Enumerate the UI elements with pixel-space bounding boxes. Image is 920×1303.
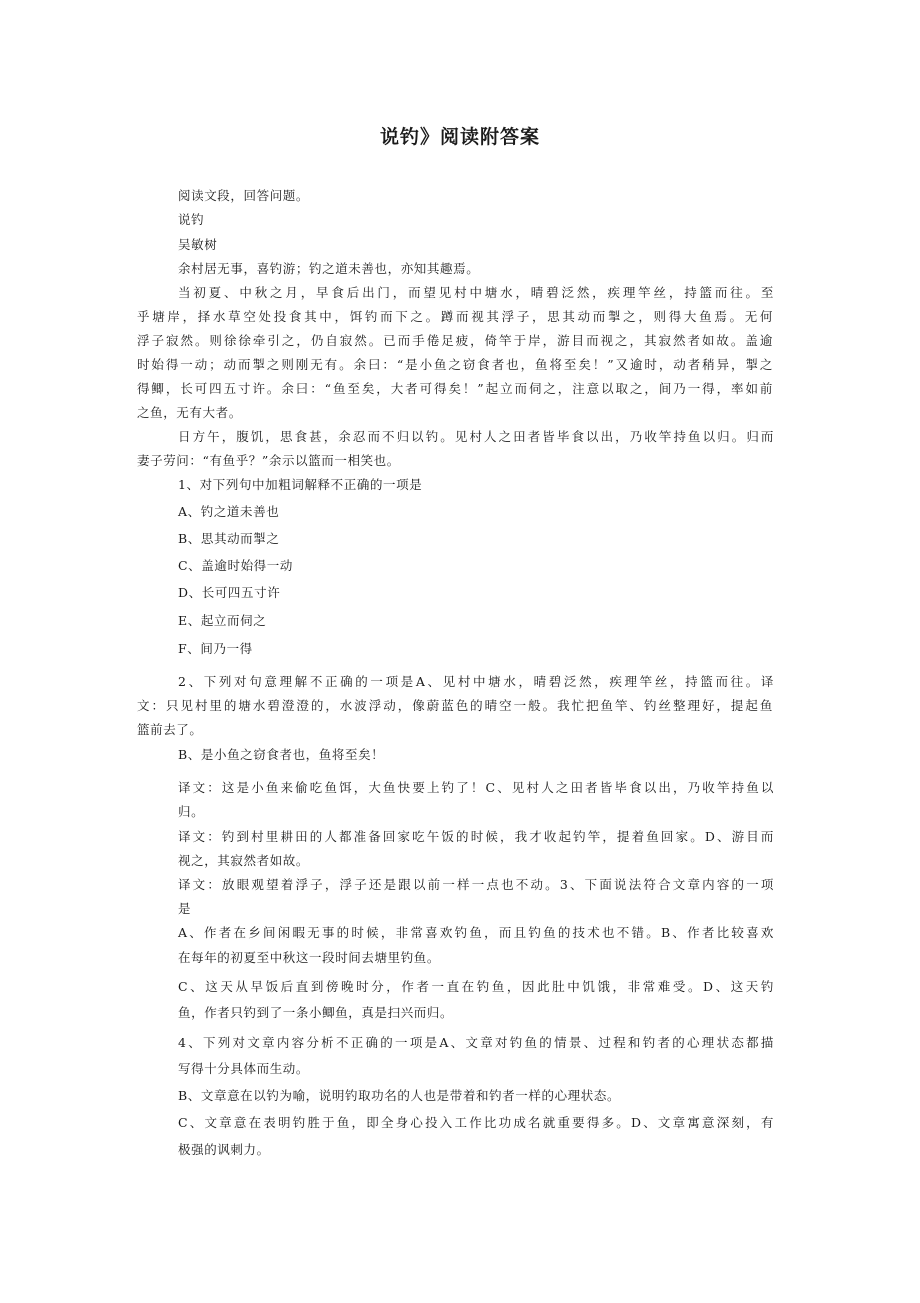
question-1: 1、对下列句中加粗词解释不正确的一项是 [178,477,423,492]
question-line: 是 [178,901,192,916]
question-line: 篮前去了。 [137,722,203,737]
passage-line: 乎塘岸，择水草空处投食其中，饵钓而下之。蹲而视其浮子，思其动而掣之，则得大鱼焉。无何 [137,309,773,324]
page-title: 说钓》阅读附答案 [379,126,540,148]
question-3: 译文：放眼观望着浮子，浮子还是跟以前一样一点也不动。3、下面说法符合文章内容的一项 [178,877,774,892]
instruction-line: 阅读文段，回答问题。 [178,188,310,203]
option-line: 归。 [178,804,205,819]
option-line: 鱼，作者只钓到了一条小鲫鱼，真是扫兴而归。 [178,1005,454,1020]
option-line: A、作者在乡间闲暇无事的时候，非常喜欢钓鱼，而且钓鱼的技术也不错。B、作者比较喜欢 [178,925,774,940]
passage-line: 之鱼，无有大者。 [137,405,242,420]
passage-line: 妻子劳问：“有鱼乎？”余示以篮而一相笑也。 [137,453,400,468]
passage-line: 余村居无事，喜钓游；钓之道未善也，亦知其趣焉。 [178,261,480,276]
option-line: C、文章意在表明钓胜于鱼，即全身心投入工作比功成名就重要得多。D、文章寓意深刻，有 [178,1115,774,1130]
passage-line: 得鲫，长可四五寸许。余曰：“鱼至矣，大者可得矣！”起立而伺之，注意以取之，间乃一得，率如前 [137,381,773,396]
passage-line: 日方午，腹饥，思食甚，余忍而不归以钓。见村人之田者皆毕食以出，乃收竿持鱼以归。归而 [178,429,774,444]
option-line: B、是小鱼之窃食者也，鱼将至矣！ [178,747,385,762]
option-line: C、盖逾时始得一动 [178,558,293,573]
option-line: 在每年的初夏至中秋这一段时间去塘里钓鱼。 [178,950,441,965]
passage-line: 当初夏、中秋之月，早食后出门，而望见村中塘水，晴碧泛然，疾理竿丝，持篮而往。至 [178,285,774,300]
option-line: 译文：钓到村里耕田的人都准备回家吃午饭的时候，我才收起钓竿，提着鱼回家。D、游目而 [178,829,774,844]
option-line: 视之，其寂然者如故。 [178,853,310,868]
option-line: 译文：这是小鱼来偷吃鱼饵，大鱼快要上钓了！C、见村人之田者皆毕食以出，乃收竿持鱼以 [178,780,774,795]
option-line: F、间乃一得 [178,641,253,656]
option-line: 写得十分具体而生动。 [178,1061,310,1076]
passage-title: 说钓 [178,212,205,227]
option-line: A、钓之道未善也 [178,504,280,519]
question-line: 文：只见村里的塘水碧澄澄的，水波浮动，像蔚蓝色的晴空一般。我忙把鱼竿、钓丝整理好，提起鱼 [137,698,773,713]
passage-line: 时始得一动；动而掣之则刚无有。余曰：“是小鱼之窃食者也，鱼将至矣！”又逾时，动者稍异，掣之 [137,357,773,372]
passage-line: 浮子寂然。则徐徐牵引之，仍自寂然。已而手倦足疲，倚竿于岸，游目而视之，其寂然者如故。盖逾 [137,333,773,348]
option-line: B、思其动而掣之 [178,531,280,546]
option-line: D、长可四五寸许 [178,585,281,600]
option-line: E、起立而伺之 [178,613,267,628]
option-line: C、这天从早饭后直到傍晚时分，作者一直在钓鱼，因此肚中饥饿，非常难受。D、这天钓 [178,979,774,994]
passage-author: 吴敏树 [178,237,218,252]
option-line: 极强的讽刺力。 [178,1142,270,1157]
question-2: 2、下列对句意理解不正确的一项是A、见村中塘水，晴碧泛然，疾理竿丝，持篮而往。译 [178,674,774,689]
option-line: B、文章意在以钓为喻，说明钓取功名的人也是带着和钓者一样的心理状态。 [178,1088,621,1103]
question-4: 4、下列对文章内容分析不正确的一项是A、文章对钓鱼的情景、过程和钓者的心理状态都描 [178,1035,774,1050]
